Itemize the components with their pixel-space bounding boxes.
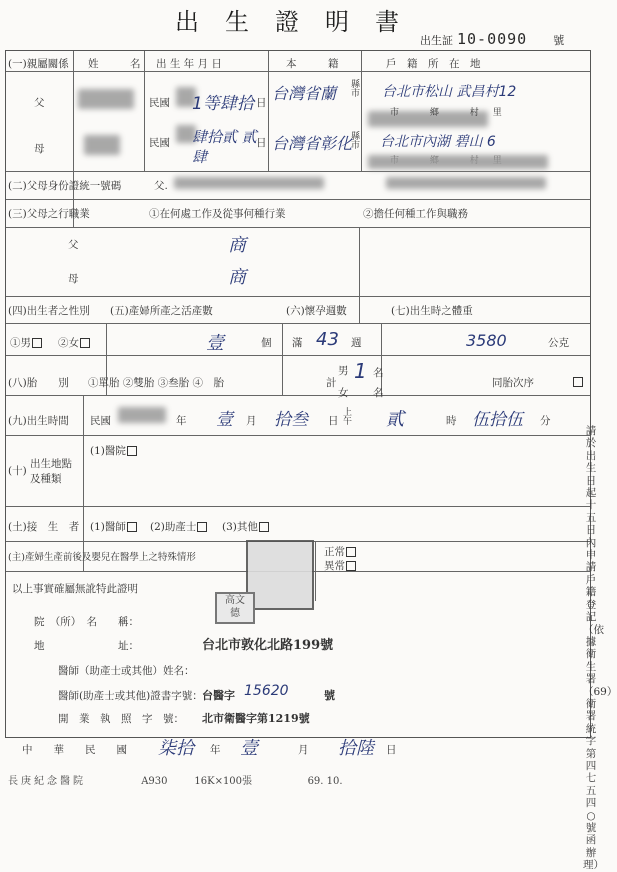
sex-female-checkbox[interactable] xyxy=(80,338,90,348)
mother-era: 民國 xyxy=(149,137,170,149)
rule xyxy=(6,395,590,396)
live-births-label: (五)產婦所產之活產數 xyxy=(110,305,213,317)
redacted-birth-year xyxy=(118,407,166,423)
rule xyxy=(144,51,145,171)
rule xyxy=(73,51,74,227)
birth-hour-handwriting: 貳 xyxy=(386,409,404,430)
occupation-mother-handwriting: 商 xyxy=(228,267,246,288)
mother-native-handwriting: 台灣省彰化 xyxy=(272,134,353,153)
attendant-other-option[interactable] xyxy=(222,519,269,534)
attendant-other-checkbox[interactable] xyxy=(259,522,269,532)
doctor-seal-text-2: 德 xyxy=(230,608,240,619)
certificate-number-value: 10-0090 xyxy=(457,30,528,48)
father-day-mark: 日 xyxy=(256,97,267,109)
birth-place-label-1: 出生地點 xyxy=(30,458,72,470)
mother-day-mark: 日 xyxy=(256,137,267,149)
fetus-male: 男 xyxy=(338,365,349,377)
hospital-name-label: 院 （所） 名 稱： xyxy=(34,616,139,628)
birth-time-label: (九)出生時間 xyxy=(8,415,69,427)
doctor-cert-prefix: 台醫字 xyxy=(202,689,235,702)
date-year-handwriting: 柒拾 xyxy=(158,738,194,759)
condition-normal-option[interactable] xyxy=(324,544,356,559)
birth-weight-label: (七)出生時之體重 xyxy=(391,305,473,317)
household-address-header: 戶 籍 所 在 地 xyxy=(386,58,481,70)
attendant-other-label: (3)其他 xyxy=(222,521,258,533)
fetus-count-handwriting: 1 xyxy=(354,359,367,383)
birth-place-label-2: 及種類 xyxy=(30,473,62,485)
attendant-label: (土)接 生 者 xyxy=(8,521,80,533)
sex-female-label: ②女 xyxy=(58,337,79,349)
rule xyxy=(6,227,590,228)
father-era: 民國 xyxy=(149,97,170,109)
rule xyxy=(6,171,590,172)
fetus-unit: 名 xyxy=(373,367,384,379)
fetus-options: ①單胎 ②雙胎 ③叁胎 ④ 胎 xyxy=(88,377,225,389)
birth-month-handwriting: 壹 xyxy=(216,410,233,430)
rule xyxy=(361,51,362,171)
rule xyxy=(359,227,360,323)
birth-year-mark: 年 xyxy=(176,415,187,427)
certificate-number xyxy=(420,30,564,48)
native-place-header: 本 籍 xyxy=(286,58,339,70)
certificate-number-label: 出生証 xyxy=(420,34,453,47)
rule xyxy=(6,355,590,356)
date-era-label: 中 華 民 國 xyxy=(22,744,127,756)
birth-place-hospital-option[interactable] xyxy=(90,443,137,458)
rule xyxy=(6,71,590,72)
document-title: 出生證明書 xyxy=(175,8,425,36)
sex-female-option[interactable] xyxy=(58,335,90,350)
rule xyxy=(6,323,590,324)
occupation-question-1: ①在何處工作及從事何種行業 xyxy=(149,208,286,220)
rule xyxy=(6,296,590,297)
footer-hospital: 長庚紀念醫院 xyxy=(8,776,86,787)
birth-date-header: 出 生 年 月 日 xyxy=(156,58,222,70)
condition-label: (主)產婦生產前後及嬰兒在醫學上之特殊情形 xyxy=(8,552,196,563)
birth-minute-handwriting: 伍拾伍 xyxy=(472,410,523,430)
birth-month-mark: 月 xyxy=(246,415,257,427)
rule xyxy=(315,541,316,601)
fetus-unit: 名 xyxy=(373,387,384,399)
birth-place-number: (十) xyxy=(8,465,27,477)
attendant-doctor-option[interactable] xyxy=(90,519,137,534)
condition-abnormal-option[interactable] xyxy=(324,558,356,573)
doctor-cert-handwriting: 15620 xyxy=(244,683,289,699)
father-birth-date-handwriting: 1等肆拾 xyxy=(192,94,254,114)
attendant-doctor-checkbox[interactable] xyxy=(127,522,137,532)
sex-male-label: ①男 xyxy=(10,337,31,349)
license-label: 開 業 執 照 字 號： xyxy=(58,713,184,725)
birth-hour-mark: 時 xyxy=(446,415,457,427)
redacted-father-name xyxy=(78,89,134,109)
hospital-seal xyxy=(246,540,314,610)
occupation-mother: 母 xyxy=(68,273,79,285)
attendant-midwife-label: (2)助產士 xyxy=(150,521,197,533)
birth-ampm: 上午 xyxy=(341,407,351,425)
rule xyxy=(6,435,590,436)
birth-day-handwriting: 拾叁 xyxy=(274,410,308,430)
date-month-handwriting: 壹 xyxy=(240,738,258,759)
sex-male-checkbox[interactable] xyxy=(32,338,42,348)
live-births-unit: 個 xyxy=(261,337,272,349)
occupation-label: (三)父母之行職業 xyxy=(8,208,90,220)
redacted-mother-id xyxy=(386,177,546,189)
name-header: 姓 名 xyxy=(88,58,141,70)
doctor-cert-label: 醫師(助產士或其他)證書字號： xyxy=(58,690,203,702)
mother-address-handwriting: 台北市內湖 碧山 6 xyxy=(380,134,496,150)
mother-birth-date-handwriting: 肆拾貳 貳肆 xyxy=(192,128,257,166)
hospital-address-label: 地 址： xyxy=(34,640,139,652)
fetus-female: 女 xyxy=(338,387,349,399)
redacted-mother-address xyxy=(368,155,548,169)
birth-minute-mark: 分 xyxy=(540,415,551,427)
date-day-handwriting: 拾陸 xyxy=(338,738,374,759)
registration-side-note: 請於出生日起十五日內申請戶籍登記（依據衛生署（69）衛署統字第四七五四○號函辦理） xyxy=(583,425,617,872)
birth-time-era: 民國 xyxy=(90,415,111,427)
date-month-mark: 月 xyxy=(298,744,309,756)
license-stamp: 北市衛醫字第1219號 xyxy=(202,712,310,725)
fetus-label: (八)胎 別 xyxy=(8,377,69,389)
sex-label: (四)出生者之性別 xyxy=(8,305,90,317)
doctor-cert-suffix: 號 xyxy=(324,689,335,702)
sex-male-option[interactable] xyxy=(10,335,42,350)
father-relation: 父 xyxy=(34,97,45,109)
certificate-form xyxy=(5,50,591,738)
attendant-midwife-checkbox[interactable] xyxy=(197,522,207,532)
footer-spec: 16K×100張 xyxy=(194,776,253,787)
id-number-label: (二)父母身份證統一號碼 xyxy=(8,180,122,192)
certification-statement: 以上事實確屬無訛特此證明 xyxy=(12,583,138,595)
condition-abnormal-checkbox[interactable] xyxy=(346,561,356,571)
redacted-mother-name xyxy=(84,135,120,155)
rule xyxy=(6,199,590,200)
father-native-suffix: 縣市 xyxy=(349,79,359,97)
fetus-total: 計 xyxy=(326,377,337,389)
father-address-handwriting: 台北市松山 武昌村12 xyxy=(382,84,517,100)
birth-place-hospital-label: (1)醫院 xyxy=(90,445,126,457)
occupation-father: 父 xyxy=(68,239,79,251)
birth-weight-handwriting: 3580 xyxy=(466,331,507,350)
gestation-label: (六)懷孕週數 xyxy=(286,305,347,317)
birth-day-mark: 日 xyxy=(328,415,339,427)
doctor-seal-text xyxy=(217,594,253,620)
rule xyxy=(268,51,269,171)
id-father-label: 父. xyxy=(154,180,168,192)
live-births-handwriting: 壹 xyxy=(206,333,224,354)
section-relation-label: (一)親屬關係 xyxy=(8,58,69,70)
footer-date: 69. 10. xyxy=(307,776,343,787)
hospital-address-stamp: 台北市敦化北路199號 xyxy=(202,638,334,653)
father-address-suffix: 市 鄉 村里 xyxy=(390,108,516,118)
twin-order-checkbox[interactable] xyxy=(573,377,583,387)
gestation-prefix: 滿 xyxy=(292,337,303,349)
doctor-seal-text-1: 高文 xyxy=(225,595,245,606)
condition-normal-label: 正常 xyxy=(324,546,345,558)
attendant-midwife-option[interactable] xyxy=(150,519,207,534)
rule xyxy=(83,395,84,571)
condition-normal-checkbox[interactable] xyxy=(346,547,356,557)
mother-relation: 母 xyxy=(34,143,45,155)
doctor-seal xyxy=(215,592,255,624)
birth-place-hospital-checkbox[interactable] xyxy=(127,446,137,456)
rule xyxy=(6,506,590,507)
birth-weight-unit: 公克 xyxy=(548,337,569,349)
father-native-handwriting: 台灣省蘭 xyxy=(272,84,337,103)
attendant-doctor-label: (1)醫師 xyxy=(90,521,126,533)
certificate-number-suffix: 號 xyxy=(553,34,565,47)
date-year-mark: 年 xyxy=(210,744,221,756)
form-footer xyxy=(8,772,343,787)
footer-form-code: A930 xyxy=(141,776,168,787)
doctor-name-label: 醫師（助產士或其他）姓名： xyxy=(58,665,195,677)
mother-native-suffix: 縣市 xyxy=(349,131,359,149)
condition-abnormal-label: 異常 xyxy=(324,560,345,572)
date-day-mark: 日 xyxy=(386,744,397,756)
gestation-unit: 週 xyxy=(351,337,362,349)
occupation-question-2: ②擔任何種工作與職務 xyxy=(363,208,468,220)
occupation-father-handwriting: 商 xyxy=(228,235,246,256)
rule xyxy=(282,323,283,395)
twin-order-label: 同胎次序 xyxy=(492,377,534,389)
gestation-handwriting: 43 xyxy=(316,329,339,350)
redacted-father-id xyxy=(174,177,324,189)
